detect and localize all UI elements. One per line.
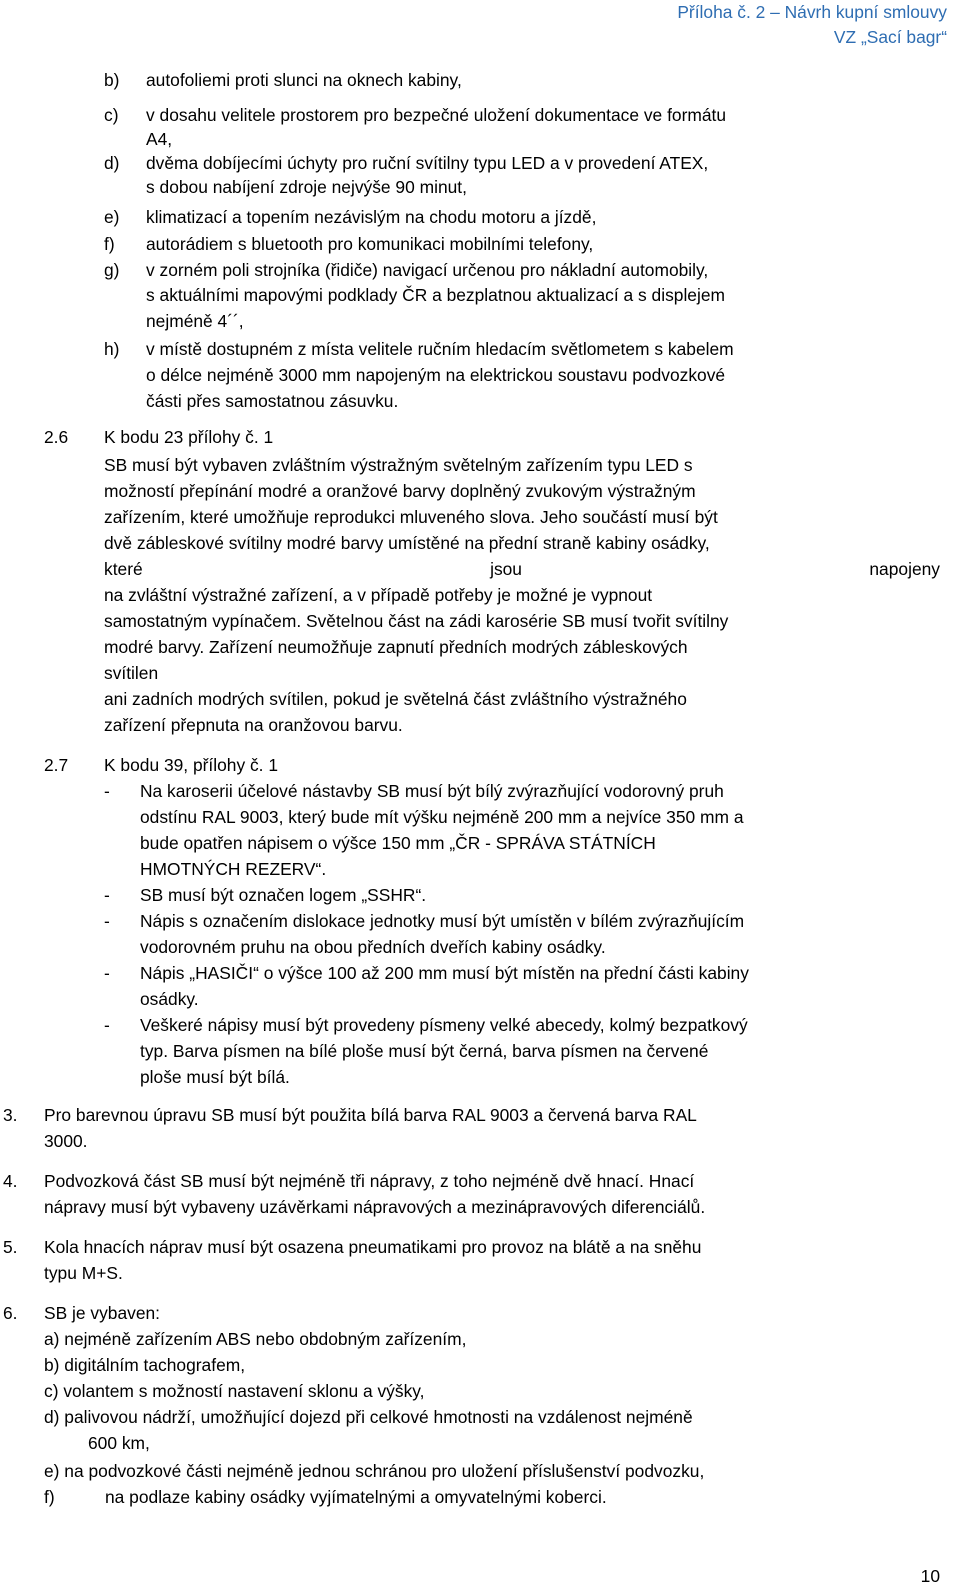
- section-title: K bodu 39, přílohy č. 1: [104, 755, 279, 775]
- dash-marker: -: [104, 911, 110, 931]
- paragraph-line: Kola hnacích náprav musí být osazena pneumatikami pro provoz na blátě a na sněhu: [44, 1237, 702, 1257]
- word: jsou: [490, 559, 522, 579]
- list-marker: g): [104, 260, 120, 280]
- item-number: 6.: [3, 1303, 18, 1323]
- word: napojeny: [869, 559, 940, 579]
- paragraph-line: dvě zábleskové svítilny modré barvy umístěné na přední straně kabiny osádky,: [104, 533, 710, 553]
- list-marker: c): [104, 105, 119, 125]
- bullet-text: HMOTNÝCH REZERV“.: [140, 859, 327, 879]
- item-number: 4.: [3, 1171, 18, 1191]
- list-marker: e): [104, 207, 120, 227]
- dash-marker: -: [104, 781, 110, 801]
- paragraph-line: samostatným vypínačem. Světelnou část na zádi karosérie SB musí tvořit svítilny: [104, 611, 729, 631]
- list-item-text: části přes samostatnou zásuvku.: [146, 391, 399, 411]
- paragraph-line: SB je vybaven:: [44, 1303, 161, 1323]
- list-marker: h): [104, 339, 120, 359]
- word: které: [104, 559, 143, 579]
- bullet-text: ploše musí být bílá.: [140, 1067, 290, 1087]
- bullet-text: odstínu RAL 9003, který bude mít výšku nejméně 200 mm a nejvíce 350 mm a: [140, 807, 744, 827]
- list-marker: b): [104, 70, 120, 90]
- dash-marker: -: [104, 885, 110, 905]
- bullet-text: vodorovném pruhu na obou předních dveřích kabiny osádky.: [140, 937, 606, 957]
- paragraph-line: zařízení přepnuta na oranžovou barvu.: [104, 715, 403, 735]
- dash-marker: -: [104, 963, 110, 983]
- page-number: 10: [920, 1566, 940, 1586]
- list-item-text: d) palivovou nádrží, umožňující dojezd při celkové hmotnosti na vzdálenost nejméně: [44, 1407, 693, 1427]
- list-item-text: 600 km,: [88, 1433, 150, 1453]
- list-item-text: klimatizací a topením nezávislým na chodu motoru a jízdě,: [146, 207, 597, 227]
- paragraph-line: svítilen: [104, 663, 159, 683]
- paragraph-line: 3000.: [44, 1131, 88, 1151]
- paragraph-line-justified: [104, 558, 940, 580]
- header-contract-name: VZ „Sací bagr“: [833, 27, 947, 47]
- list-item-text: autofoliemi proti slunci na oknech kabiny,: [146, 70, 462, 90]
- bullet-text: osádky.: [140, 989, 199, 1009]
- paragraph-line: Podvozková část SB musí být nejméně tři nápravy, z toho nejméně dvě hnací. Hnací: [44, 1171, 695, 1191]
- header-annex-title: Příloha č. 2 – Návrh kupní smlouvy: [677, 2, 947, 22]
- list-marker: f): [104, 234, 115, 254]
- bullet-text: typ. Barva písmen na bílé ploše musí být černá, barva písmen na červené: [140, 1041, 709, 1061]
- list-item-text: A4,: [146, 129, 173, 149]
- bullet-text: Nápis „HASIČI“ o výšce 100 až 200 mm musí být místěn na přední části kabiny: [140, 963, 749, 983]
- paragraph-line: Pro barevnou úpravu SB musí být použita bílá barva RAL 9003 a červená barva RAL: [44, 1105, 697, 1125]
- list-item-text: na podlaze kabiny osádky vyjímatelnými a omyvatelnými koberci.: [105, 1487, 607, 1507]
- list-item-text: v dosahu velitele prostorem pro bezpečné uložení dokumentace ve formátu: [146, 105, 727, 125]
- paragraph-line: typu M+S.: [44, 1263, 123, 1283]
- item-number: 5.: [3, 1237, 18, 1257]
- section-number: 2.6: [44, 427, 69, 447]
- list-item-text: b) digitálním tachografem,: [44, 1355, 246, 1375]
- list-item-text: nejméně 4´´,: [146, 311, 244, 331]
- paragraph-line: SB musí být vybaven zvláštním výstražným světelným zařízením typu LED s: [104, 455, 693, 475]
- section-title: K bodu 23 přílohy č. 1: [104, 427, 274, 447]
- paragraph-line: ani zadních modrých svítilen, pokud je světelná část zvláštního výstražného: [104, 689, 687, 709]
- paragraph-line: nápravy musí být vybaveny uzávěrkami nápravových a mezinápravových diferenciálů.: [44, 1197, 706, 1217]
- list-item-text: autorádiem s bluetooth pro komunikaci mobilními telefony,: [146, 234, 594, 254]
- section-number: 2.7: [44, 755, 69, 775]
- bullet-text: SB musí být označen logem „SSHR“.: [140, 885, 427, 905]
- bullet-text: Na karoserii účelové nástavby SB musí být bílý zvýrazňující vodorovný pruh: [140, 781, 724, 801]
- list-item-text: s aktuálními mapovými podklady ČR a bezplatnou aktualizací a s displejem: [146, 285, 726, 305]
- bullet-text: Nápis s označením dislokace jednotky musí být umístěn v bílém zvýrazňujícím: [140, 911, 745, 931]
- list-item-text: s dobou nabíjení zdroje nejvýše 90 minut,: [146, 177, 467, 197]
- paragraph-line: na zvláštní výstražné zařízení, a v případě potřeby je možné je vypnout: [104, 585, 653, 605]
- list-marker: d): [104, 153, 120, 173]
- bullet-text: Veškeré nápisy musí být provedeny písmeny velké abecedy, kolmý bezpatkový: [140, 1015, 748, 1035]
- paragraph-line: zařízením, které umožňuje reprodukci mluveného slova. Jeho součástí musí být: [104, 507, 718, 527]
- paragraph-line: modré barvy. Zařízení neumožňuje zapnutí předních modrých zábleskových: [104, 637, 688, 657]
- bullet-text: bude opatřen nápisem o výšce 150 mm „ČR - SPRÁVA STÁTNÍCH: [140, 833, 656, 853]
- list-item-text: e) na podvozkové části nejméně jednou schránou pro uložení příslušenství podvozku,: [44, 1461, 705, 1481]
- paragraph-line: možností přepínání modré a oranžové barvy doplněný zvukovým výstražným: [104, 481, 696, 501]
- list-item-text: c) volantem s možností nastavení sklonu a výšky,: [44, 1381, 425, 1401]
- list-item-text: o délce nejméně 3000 mm napojeným na elektrickou soustavu podvozkové: [146, 365, 726, 385]
- list-item-text: v zorném poli strojníka (řidiče) navigací určenou pro nákladní automobily,: [146, 260, 709, 280]
- list-marker: f): [44, 1487, 55, 1507]
- item-number: 3.: [3, 1105, 18, 1125]
- list-item-text: a) nejméně zařízením ABS nebo obdobným zařízením,: [44, 1329, 467, 1349]
- dash-marker: -: [104, 1015, 110, 1035]
- list-item-text: dvěma dobíjecími úchyty pro ruční svítilny typu LED a v provedení ATEX,: [146, 153, 709, 173]
- list-item-text: v místě dostupném z místa velitele ručním hledacím světlometem s kabelem: [146, 339, 734, 359]
